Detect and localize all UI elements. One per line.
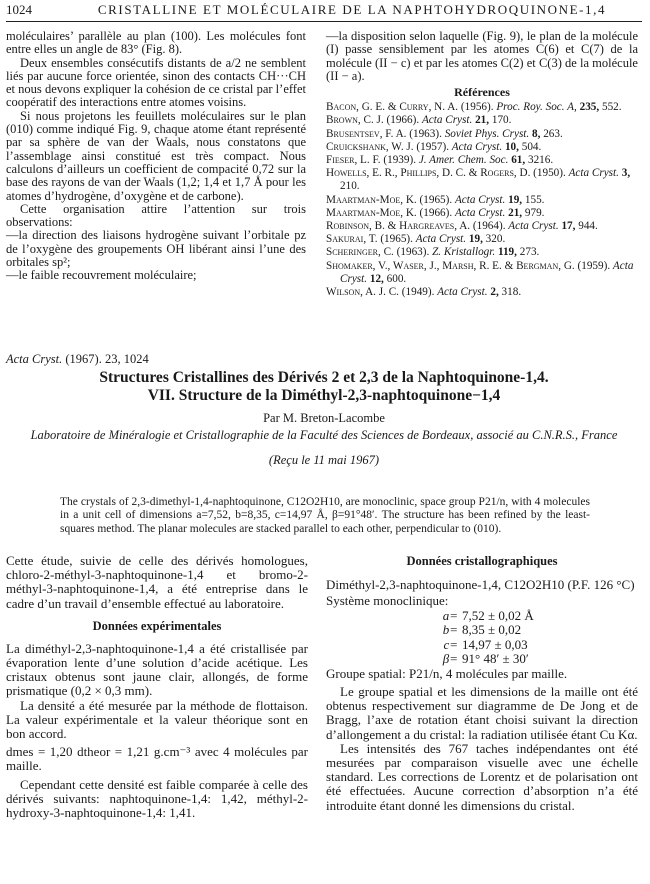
paragraph: —le faible recouvrement moléculaire; <box>6 268 197 283</box>
reference-journal: Acta Cryst. <box>437 286 488 299</box>
cell-parameter-value: 14,97 ± 0,03 <box>462 636 528 652</box>
reference-pages: 318. <box>501 286 522 299</box>
reference-year: (1957). <box>416 140 449 153</box>
cell-parameter-label: a= <box>442 607 458 623</box>
reference-pages: 3216. <box>527 154 554 166</box>
reference-volume: 19, <box>468 233 483 246</box>
reference-item <box>326 167 638 193</box>
reference-pages: 320. <box>485 233 506 246</box>
reference-journal: Acta Cryst. <box>454 193 506 206</box>
reference-pages: 273. <box>519 246 540 259</box>
reference-item <box>326 128 638 141</box>
reference-year: (1965). <box>380 233 413 246</box>
reference-item <box>326 154 638 167</box>
reference-year: (1966). <box>419 206 453 219</box>
reference-authors: Robinson, B. & Hargreaves, A. <box>326 220 471 233</box>
paragraph: —la direction des liaisons hydrogène suivant l’orbitale pz de l’oxygène des groupements OH libérant ainsi l’une des orbitales sp²; <box>6 228 306 270</box>
abstract: The crystals of 2,3-dimethyl-1,4-naphtoquinone, C12O2H10, are monoclinic, space group P21/n, with 4 molecules in a unit cell of dimensions a=7,52, b=8,35, c=14,97 Å, β=91°48′. The structure has been refined by the least-squares method. The planar molecules are stacked parallel to each other, perpendicular to (010). <box>60 496 590 535</box>
reference-journal: Soviet Phys. Cryst. <box>444 127 530 140</box>
reference-journal: Acta Cryst. <box>421 114 473 127</box>
reference-item <box>326 207 638 220</box>
reference-journal: Acta Cryst. <box>508 220 559 233</box>
page-header <box>6 2 642 22</box>
reference-authors: Maartman-Moe, K. <box>326 206 417 219</box>
reference-volume: 235, <box>579 101 600 114</box>
space-group: Groupe spatial: P21/n, 4 molécules par maille. <box>326 665 568 681</box>
reference-journal: Acta Cryst. <box>568 167 619 180</box>
section-heading: Données expérimentales <box>92 618 222 633</box>
reference-item <box>326 194 638 207</box>
reference-volume: 17, <box>561 220 576 233</box>
previous-article-left-column <box>6 30 306 283</box>
reference-item <box>326 114 638 127</box>
cell-parameter <box>426 623 638 638</box>
article-header <box>6 352 642 468</box>
paragraph: Si nous projetons les feuillets moléculaires sur le plan (010) comme indiqué Fig. 9, chaque atome étant représenté par sa sphère de van der Waals, nous constatons que l’assemblage ainsi constitué est très compact. Nous calculons d’ailleurs un coefficient de compacité 0,72 sur la base des rayons de van der Waals (1,2; 1,4 et 1,7 Å pour les atomes d’hydrogène, d’oxygène et de carbone). <box>6 108 306 203</box>
reference-year: (1939). <box>383 154 417 166</box>
reference-authors: Cruickshank, W. J. <box>326 140 414 153</box>
reference-volume: 19, <box>508 193 523 206</box>
reference-list <box>326 101 638 299</box>
reference-pages: 979. <box>524 206 545 219</box>
reference-pages: 263. <box>543 127 563 140</box>
reference-item <box>326 286 638 299</box>
reference-pages: 552. <box>601 101 622 114</box>
reference-authors: Maartman-Moe, K. <box>326 193 417 206</box>
reference-pages: 170. <box>491 114 512 127</box>
author: Par M. Breton-Lacombe <box>263 411 385 425</box>
reference-year: (1966). <box>386 114 420 127</box>
compound-formula: Diméthyl-2,3-naphtoquinone-1,4, C12O2H10 (P.F. 126 °C) <box>326 577 635 592</box>
reference-volume: 21, <box>475 114 490 127</box>
reference-journal: Acta Cryst. <box>451 140 503 153</box>
reference-journal: Proc. Roy. Soc. A, <box>496 101 577 114</box>
reference-pages: 504. <box>521 140 542 153</box>
section-heading: Données cristallographiques <box>406 554 558 568</box>
citation-journal: Acta Cryst. <box>6 352 63 366</box>
reference-authors: Scheringer, C. <box>326 246 394 259</box>
paragraph: Deux ensembles consécutifs distants de a/2 ne semblent liés par aucune force orientée, sinon des contacts CH···CH et nous devons expliquer la cohésion de ce cristal par l’effet coopératif des interactions entre atomes voisins. <box>6 55 306 110</box>
paragraph: Les intensités des 767 taches indépendantes ont été mesurées par comparaison visuelle avec une échelle standard. Les corrections de Lorentz et de polarisation ont été effectuées. Aucune correction d’absorption n’a été introduite étant donné les dimensions du cristal. <box>326 740 638 813</box>
reference-year: (1963). <box>409 127 442 140</box>
cell-parameter-value: 91° 48′ ± 30′ <box>462 651 529 666</box>
cell-parameter <box>426 652 638 667</box>
reference-authors: Howells, E. R., Phillips, D. C. & Rogers, D. <box>326 167 531 180</box>
paragraph: Cependant cette densité est faible comparée à celle des dérivés suivants: naphtoquinone-1,4: 1,42, méthyl-2-hydroxy-3-naphtoquinone-1,4: 1,41. <box>6 776 308 821</box>
reference-authors: Sakurai, T. <box>326 233 378 246</box>
article-left-column <box>6 554 308 820</box>
reference-year: (1956). <box>460 101 494 114</box>
reference-authors: Wilson, A. J. C. <box>326 286 399 299</box>
reference-item <box>326 246 638 259</box>
cell-parameter-value: 8,35 ± 0,02 <box>462 622 522 637</box>
reference-volume: 2, <box>490 286 499 299</box>
reference-volume: 10, <box>504 140 519 153</box>
cell-parameter-label: β= <box>442 651 458 666</box>
reference-year: (1959). <box>577 259 611 272</box>
citation-details: (1967). 23, 1024 <box>65 352 149 366</box>
journal-citation <box>6 352 642 367</box>
previous-article-right-column <box>326 30 638 299</box>
reference-journal: Acta Cryst. <box>340 259 634 285</box>
reference-authors: Fieser, L. F. <box>326 154 381 166</box>
reference-volume: 12, <box>369 272 384 285</box>
reference-item <box>326 141 638 154</box>
reference-volume: 119, <box>497 246 517 259</box>
article-subtitle: VII. Structure de la Diméthyl-2,3-naphtoquinone−1,4 <box>147 387 501 404</box>
cell-parameter <box>426 609 638 624</box>
cell-parameter-label: c= <box>443 636 458 652</box>
paragraph: —la disposition selon laquelle (Fig. 9), le plan de la molécule (I) passe sensiblement par les atomes C(6) et C(7) de la molécule (II − c) et par les atomes C(2) et C(3) de la molécule (II − a). <box>326 29 638 83</box>
reference-year: (1965). <box>419 193 453 206</box>
reference-volume: 3, <box>621 167 631 180</box>
reference-pages: 210. <box>340 180 360 193</box>
article-title: Structures Cristallines des Dérivés 2 et 2,3 de la Naphtoquinone-1,4. <box>99 369 549 386</box>
reference-year: (1963). <box>396 246 430 259</box>
paragraph: Le groupe spatial et les dimensions de la maille ont été obtenus respectivement sur diagramme de De Jong et de Bragg, l’axe de rotation étant choisi suivant la direction d’allongement a du cristal: la radiation utilisée étant Cu Kα. <box>326 684 638 742</box>
reference-volume: 61, <box>511 154 526 166</box>
reference-volume: 8, <box>532 127 541 140</box>
reference-item <box>326 220 638 233</box>
reference-authors: Brown, C. J. <box>326 114 384 127</box>
paragraph: Cette étude, suivie de celle des dérivés homologues, chloro-2-méthyl-3-naphtoquinone-1,4 et bromo-2-méthyl-3-naphtoquinone-1,4, a été entreprise dans le cadre d’un travail d’ensemble effectué au laboratoire. <box>6 553 308 611</box>
received-date: (Reçu le 11 mai 1967) <box>268 453 380 467</box>
reference-item <box>326 233 638 246</box>
reference-journal: Acta Cryst. <box>415 233 467 246</box>
paragraph: Cette organisation attire l’attention sur trois observations: <box>6 201 306 230</box>
reference-item <box>326 101 638 114</box>
density-values: dmes = 1,20 dtheor = 1,21 g.cm⁻³ avec 4 molécules par maille. <box>6 744 308 774</box>
cell-parameter-label: b= <box>442 622 458 637</box>
reference-year: (1950). <box>533 167 566 180</box>
reference-authors: Shomaker, V., Waser, J., Marsh, R. E. & Bergman, G. <box>326 259 575 272</box>
reference-journal: J. Amer. Chem. Soc. <box>418 154 509 166</box>
reference-authors: Brusentsev, F. A. <box>326 127 407 140</box>
reference-year: (1964). <box>472 220 506 233</box>
running-title: CRISTALLINE ET MOLÉCULAIRE DE LA NAPHTOHYDROQUINONE-1,4 <box>97 2 607 17</box>
paragraph: La densité a été mesurée par la méthode de flottaison. La valeur expérimentale et la valeur théorique sont en bon accord. <box>6 697 308 742</box>
crystal-system: Système monoclinique: <box>326 593 449 608</box>
paragraph: moléculaires’ parallèle au plan (100). Les molécules font entre elles un angle de 83° (Fig. 8). <box>6 29 306 57</box>
article-right-column <box>326 554 638 813</box>
reference-volume: 21, <box>508 206 523 219</box>
reference-year: (1949). <box>401 286 435 299</box>
affiliation: Laboratoire de Minéralogie et Cristallographie de la Faculté des Sciences de Bordeaux, associé au C.N.R.S., France <box>30 428 618 442</box>
reference-pages: 155. <box>524 193 545 206</box>
reference-pages: 600. <box>386 272 407 285</box>
reference-authors: Bacon, G. E. & Curry, N. A. <box>326 101 459 114</box>
reference-journal: Z. Kristallogr. <box>432 246 496 259</box>
reference-item <box>326 260 638 286</box>
reference-journal: Acta Cryst. <box>454 206 506 219</box>
header-rule <box>6 21 642 22</box>
cell-parameter <box>426 638 638 653</box>
references-heading: Références <box>454 85 510 100</box>
cell-parameter-value: 7,52 ± 0,02 Å <box>462 607 534 623</box>
cell-dimensions <box>426 609 638 667</box>
page-number: 1024 <box>6 2 32 17</box>
paragraph: La diméthyl-2,3-naphtoquinone-1,4 a été cristallisée par évaporation lente d’une solution d’acide acétique. Les cristaux obtenus sont jaune clair, allongés, de forme prismatique (0,2 × 0,3 mm). <box>6 640 308 699</box>
reference-pages: 944. <box>578 220 598 233</box>
